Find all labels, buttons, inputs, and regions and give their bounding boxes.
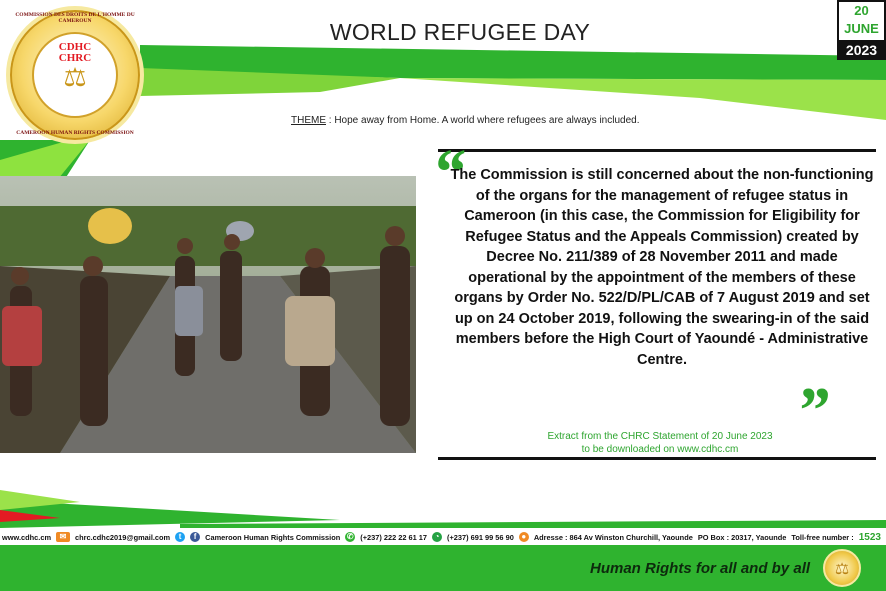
source-line-1: Extract from the CHRC Statement of 20 June 2023 [547,431,773,442]
tollfree-label: Toll-free number : [791,532,854,542]
tollfree-number[interactable]: 1523 [858,531,881,543]
seal-abbr-en: CHRC [58,52,92,64]
theme-text: : Hope away from Home. A world where refugees are always included. [326,115,640,126]
whatsapp-number[interactable]: (+237) 691 99 56 90 [447,532,514,542]
date-badge [837,0,886,60]
chrc-seal-logo [6,6,144,144]
date-day: 20 [854,3,869,18]
scale-of-justice-icon: ⚖ [63,62,87,92]
page-title: WORLD REFUGEE DAY [329,19,591,45]
footer-band [0,490,886,530]
scale-of-justice-icon: ⚖ [834,561,850,578]
pobox-text: PO Box : 20317, Yaounde [697,532,787,542]
seal-ring-text-bottom: CAMEROON HUMAN RIGHTS COMMISSION [16,130,134,136]
statement-source [440,430,880,456]
location-icon: ● [519,532,529,542]
contact-bar [0,528,886,546]
refugees-photo [0,176,416,453]
seal-center [32,32,118,118]
statement-text: The Commission is still concerned about the non-functioning of the organs for the management of refugee status in Cameroon (in this case, the Commission for Eligibility for Refugee Status and the Appeals Commission) created by Decree No. 211/389 of 28 November 2011 and made operational by the appointment of the members of these organs by Order No. 522/D/PL/CAB of 7 August 2019 and set up on 24 October 2019, following the swearing-in of the said members before the High Court of Yaoundé - Administrative Centre. [450,167,874,368]
footer-motto: Human Rights for all and by all [590,560,811,577]
seal-abbr-fr: CDHC [58,41,92,53]
website-link[interactable]: www.cdhc.cm [2,532,52,542]
date-month: JUNE [844,21,879,36]
phone-number[interactable]: (+237) 222 22 61 17 [360,532,428,542]
open-quote-mark: “ [432,136,465,209]
social-handle[interactable]: Cameroon Human Rights Commission [205,532,341,542]
whatsapp-icon: ◔ [432,532,442,542]
theme-label: THEME [291,115,326,126]
facebook-icon: f [190,532,200,542]
email-icon: ✉ [56,532,70,542]
phone-icon: ✆ [346,532,354,541]
seal-abbreviations [34,42,116,64]
address-text: Adresse : 864 Av Winston Churchill, Yaounde [533,532,693,542]
twitter-icon: t [175,532,185,542]
seal-ring-text-top: COMMISSION DES DROITS DE L'HOMME DU CAMEROUN [15,12,135,24]
theme-line [291,115,640,126]
date-year: 2023 [839,40,884,60]
small-seal-logo [823,549,861,587]
close-quote-mark: ” [796,374,829,447]
source-line-2: to be downloaded on www.cdhc.cm [581,444,739,455]
email-link[interactable]: chrc.cdhc2019@gmail.com [75,532,171,542]
